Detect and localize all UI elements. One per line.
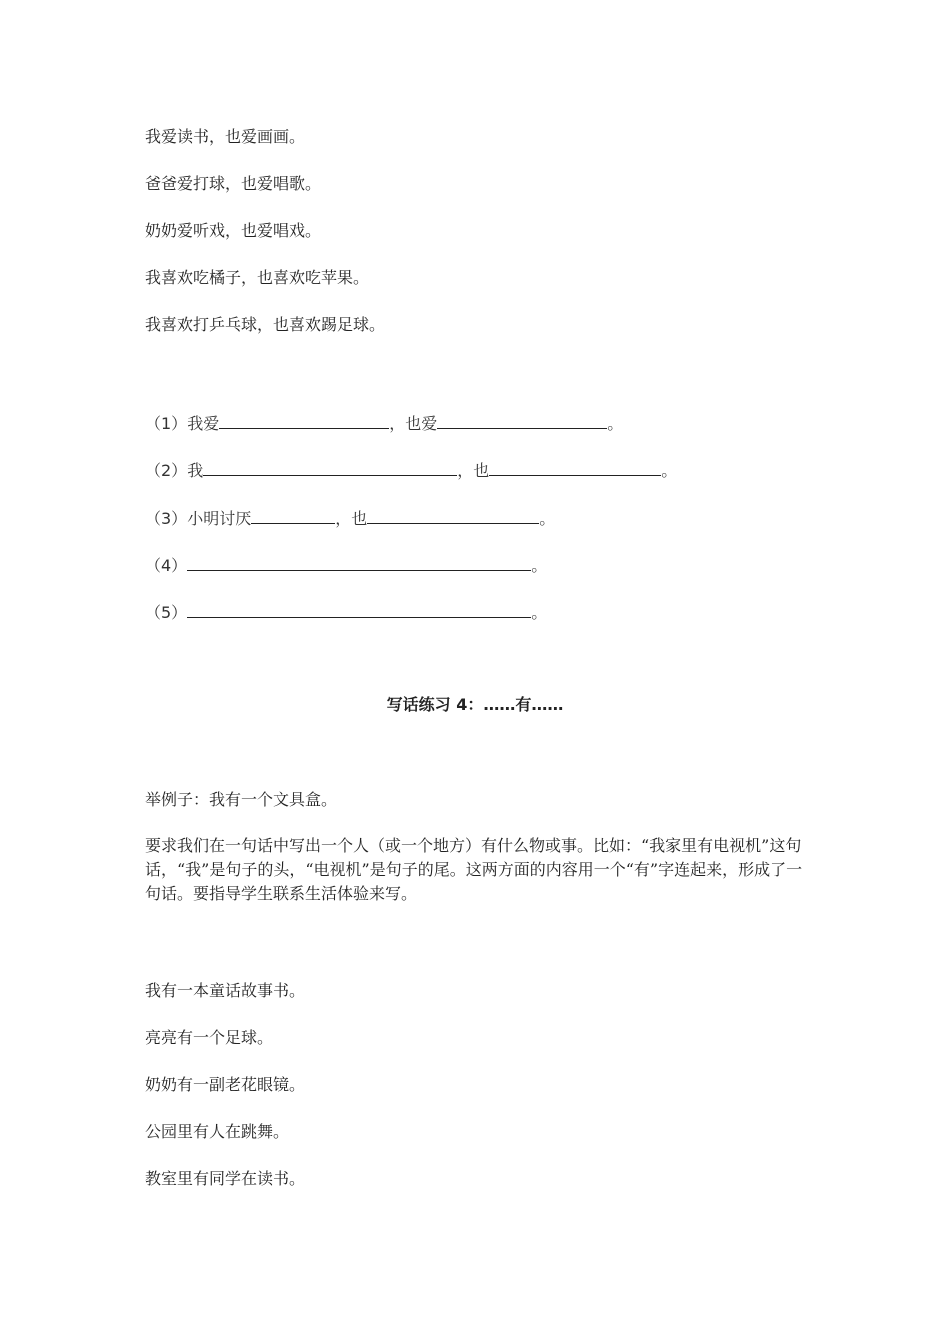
example-sentence: 爸爸爱打球，也爱唱歌。 xyxy=(145,174,322,193)
section-title: 写话练习 4：……有…… xyxy=(386,695,564,714)
example-sentence: 奶奶爱听戏，也爱唱戏。 xyxy=(145,221,322,240)
exercise-text: ，也 xyxy=(457,461,490,480)
exercise-text: ，也 xyxy=(335,509,368,528)
answer-blank[interactable] xyxy=(489,458,661,476)
period: 。 xyxy=(531,556,548,575)
example-intro: 举例子：我有一个文具盒。 xyxy=(145,790,338,809)
answer-blank[interactable] xyxy=(187,553,531,571)
period: 。 xyxy=(607,414,624,433)
period: 。 xyxy=(531,603,548,622)
example-sentence: 我喜欢打乒乓球，也喜欢踢足球。 xyxy=(145,315,386,334)
exercise-2 xyxy=(145,458,677,481)
exercise-text: 我爱 xyxy=(187,414,220,433)
answer-blank[interactable] xyxy=(251,506,335,524)
exercise-5 xyxy=(145,600,547,623)
instruction-paragraph: 要求我们在一句话中写出一个人（或一个地方）有什么物或事。比如：“我家里有电视机”这句话，“我”是句子的头，“电视机”是句子的尾。这两方面的内容用一个“有”字连起来，形成了一句话。要指导学生联系生活体验来写。 xyxy=(145,836,803,903)
example-sentence: 亮亮有一个足球。 xyxy=(145,1028,274,1047)
exercise-text: 小明讨厌 xyxy=(187,509,252,528)
answer-blank[interactable] xyxy=(437,411,607,429)
exercise-number: （3） xyxy=(145,509,188,528)
exercise-3 xyxy=(145,506,555,529)
period: 。 xyxy=(661,461,678,480)
example-sentence: 奶奶有一副老花眼镜。 xyxy=(145,1075,306,1094)
example-sentence: 教室里有同学在读书。 xyxy=(145,1169,306,1188)
period: 。 xyxy=(539,509,556,528)
exercise-1 xyxy=(145,411,623,434)
answer-blank[interactable] xyxy=(219,411,389,429)
answer-blank[interactable] xyxy=(203,458,457,476)
exercise-number: （5） xyxy=(145,603,188,622)
answer-blank[interactable] xyxy=(367,506,539,524)
exercise-text: 我 xyxy=(187,461,204,480)
example-sentence: 我爱读书，也爱画画。 xyxy=(145,127,306,146)
answer-blank[interactable] xyxy=(187,600,531,618)
exercise-4 xyxy=(145,553,547,576)
example-sentence: 我喜欢吃橘子，也喜欢吃苹果。 xyxy=(145,268,370,287)
exercise-number: （4） xyxy=(145,556,188,575)
exercise-number: （1） xyxy=(145,414,188,433)
example-sentence: 我有一本童话故事书。 xyxy=(145,981,306,1000)
example-sentence: 公园里有人在跳舞。 xyxy=(145,1122,290,1141)
exercise-number: （2） xyxy=(145,461,188,480)
exercise-text: ，也爱 xyxy=(389,414,438,433)
